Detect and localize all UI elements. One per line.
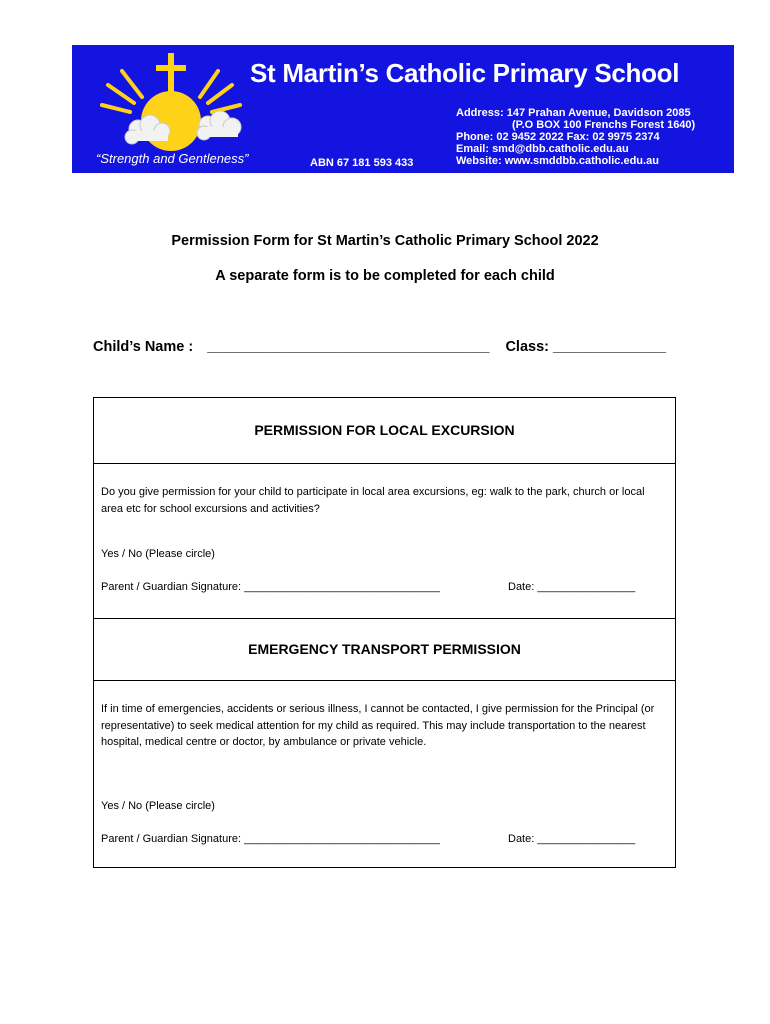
signature-label: Parent / Guardian Signature: (101, 833, 242, 845)
divider (94, 463, 675, 464)
date-label: Date: (508, 833, 535, 845)
emergency-transport-signature (101, 833, 440, 845)
local-excursion-text: Do you give permission for your child to participate in local area excursions, eg: walk to the park, church or local area etc for school excursions and activities? (101, 486, 645, 515)
form-title: Permission Form for St Martin’s Catholic Primary School 2022 (171, 233, 599, 249)
phone-fax: Phone: 02 9452 2022 Fax: 02 9975 2374 (456, 131, 660, 143)
signature-label: Parent / Guardian Signature: (101, 581, 242, 593)
signature-field[interactable]: ________________________________ (244, 833, 440, 845)
child-name-field[interactable]: ___________________________________ (207, 339, 490, 355)
school-banner (72, 45, 734, 173)
permission-table (93, 397, 676, 868)
local-excursion-yes-no[interactable]: Yes / No (Please circle) (101, 548, 215, 560)
emergency-transport-text: If in time of emergencies, accidents or serious illness, I cannot be contacted, I give permission for the Principal (or representative) to seek medical attention for my child as required. This may include transportation to the nearest hospital, medical centre or doctor, by ambulance or private vehicle. (101, 703, 655, 748)
divider (94, 618, 675, 619)
contact-details (456, 107, 695, 167)
class-field[interactable]: ______________ (553, 339, 666, 355)
date-field[interactable]: ________________ (537, 833, 636, 845)
signature-field[interactable]: ________________________________ (244, 581, 440, 593)
email: Email: smd@dbb.catholic.edu.au (456, 143, 629, 155)
class-label: Class: (505, 339, 549, 355)
school-motto: “Strength and Gentleness” (96, 151, 249, 166)
po-box: (P.O BOX 100 Frenchs Forest 1640) (512, 119, 696, 131)
child-details-row (93, 339, 683, 355)
website: Website: www.smddbb.catholic.edu.au (456, 155, 659, 167)
address: Address: 147 Prahan Avenue, Davidson 2085 (456, 107, 691, 119)
emergency-transport-yes-no[interactable]: Yes / No (Please circle) (101, 800, 215, 812)
date-label: Date: (508, 581, 535, 593)
abn: ABN 67 181 593 433 (310, 157, 414, 169)
section-title-local-excursion: PERMISSION FOR LOCAL EXCURSION (254, 422, 515, 438)
divider (94, 680, 675, 681)
section-title-emergency-transport: EMERGENCY TRANSPORT PERMISSION (248, 641, 521, 657)
child-name-label: Child’s Name : (93, 339, 194, 355)
local-excursion-signature (101, 581, 440, 593)
local-excursion-date (508, 581, 635, 593)
form-subtitle: A separate form is to be completed for each child (215, 268, 555, 284)
emergency-transport-date (508, 833, 635, 845)
date-field[interactable]: ________________ (537, 581, 636, 593)
school-name: St Martin’s Catholic Primary School (250, 58, 680, 88)
